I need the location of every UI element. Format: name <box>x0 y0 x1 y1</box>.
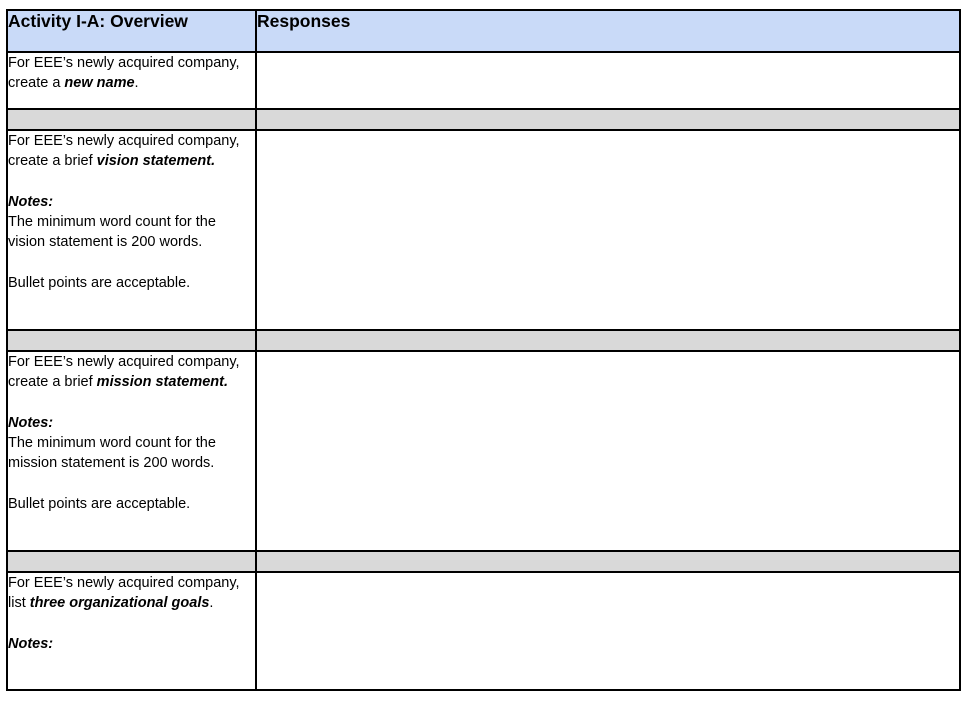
response-cell-vision[interactable] <box>256 130 960 330</box>
separator-cell <box>256 109 960 130</box>
notes-label: Notes: <box>8 635 54 652</box>
prompt-emphasis: vision statement. <box>96 153 216 170</box>
prompt-tail: . <box>134 75 139 92</box>
prompt-text <box>8 131 255 172</box>
separator-cell <box>256 551 960 572</box>
note-text: Bullet points are acceptable. <box>8 275 191 292</box>
activity-header: Activity I-A: Overview <box>7 10 256 52</box>
prompt-text <box>8 53 255 94</box>
separator-row <box>7 330 960 351</box>
prompt-row-vision <box>7 130 960 330</box>
separator-cell <box>7 551 256 572</box>
separator-cell <box>7 109 256 130</box>
prompt-cell-vision <box>7 130 256 330</box>
separator-row <box>7 551 960 572</box>
prompt-cell-goals <box>7 572 256 690</box>
response-cell-mission[interactable] <box>256 351 960 551</box>
response-cell-goals[interactable] <box>256 572 960 690</box>
prompt-text <box>8 352 255 393</box>
prompt-lead: For EEE’s newly acquired company, create a brief <box>8 133 240 170</box>
prompt-lead: For EEE’s newly acquired company, list <box>8 575 240 612</box>
prompt-emphasis: mission statement. <box>96 374 229 391</box>
separator-cell <box>256 330 960 351</box>
prompt-row-goals <box>7 572 960 690</box>
prompt-lead: For EEE’s newly acquired company, create a <box>8 55 240 92</box>
prompt-cell-mission <box>7 351 256 551</box>
notes-label: Notes: <box>8 414 54 431</box>
header-row <box>7 10 960 52</box>
note-text: The minimum word count for the vision statement is 200 words. <box>8 214 216 251</box>
activity-table <box>6 9 961 691</box>
prompt-tail: . <box>209 595 214 612</box>
separator-row <box>7 109 960 130</box>
prompt-row-mission <box>7 351 960 551</box>
responses-header: Responses <box>256 10 960 52</box>
notes-label: Notes: <box>8 193 54 210</box>
note-text: Bullet points are acceptable. <box>8 496 191 513</box>
separator-cell <box>7 330 256 351</box>
prompt-row-name <box>7 52 960 109</box>
prompt-cell-name <box>7 52 256 109</box>
prompt-lead: For EEE’s newly acquired company, create a brief <box>8 354 240 391</box>
prompt-text <box>8 573 255 614</box>
prompt-emphasis: new name <box>64 75 135 92</box>
response-cell-name[interactable] <box>256 52 960 109</box>
prompt-emphasis: three organizational goals <box>29 595 210 612</box>
note-text: The minimum word count for the mission statement is 200 words. <box>8 435 216 472</box>
